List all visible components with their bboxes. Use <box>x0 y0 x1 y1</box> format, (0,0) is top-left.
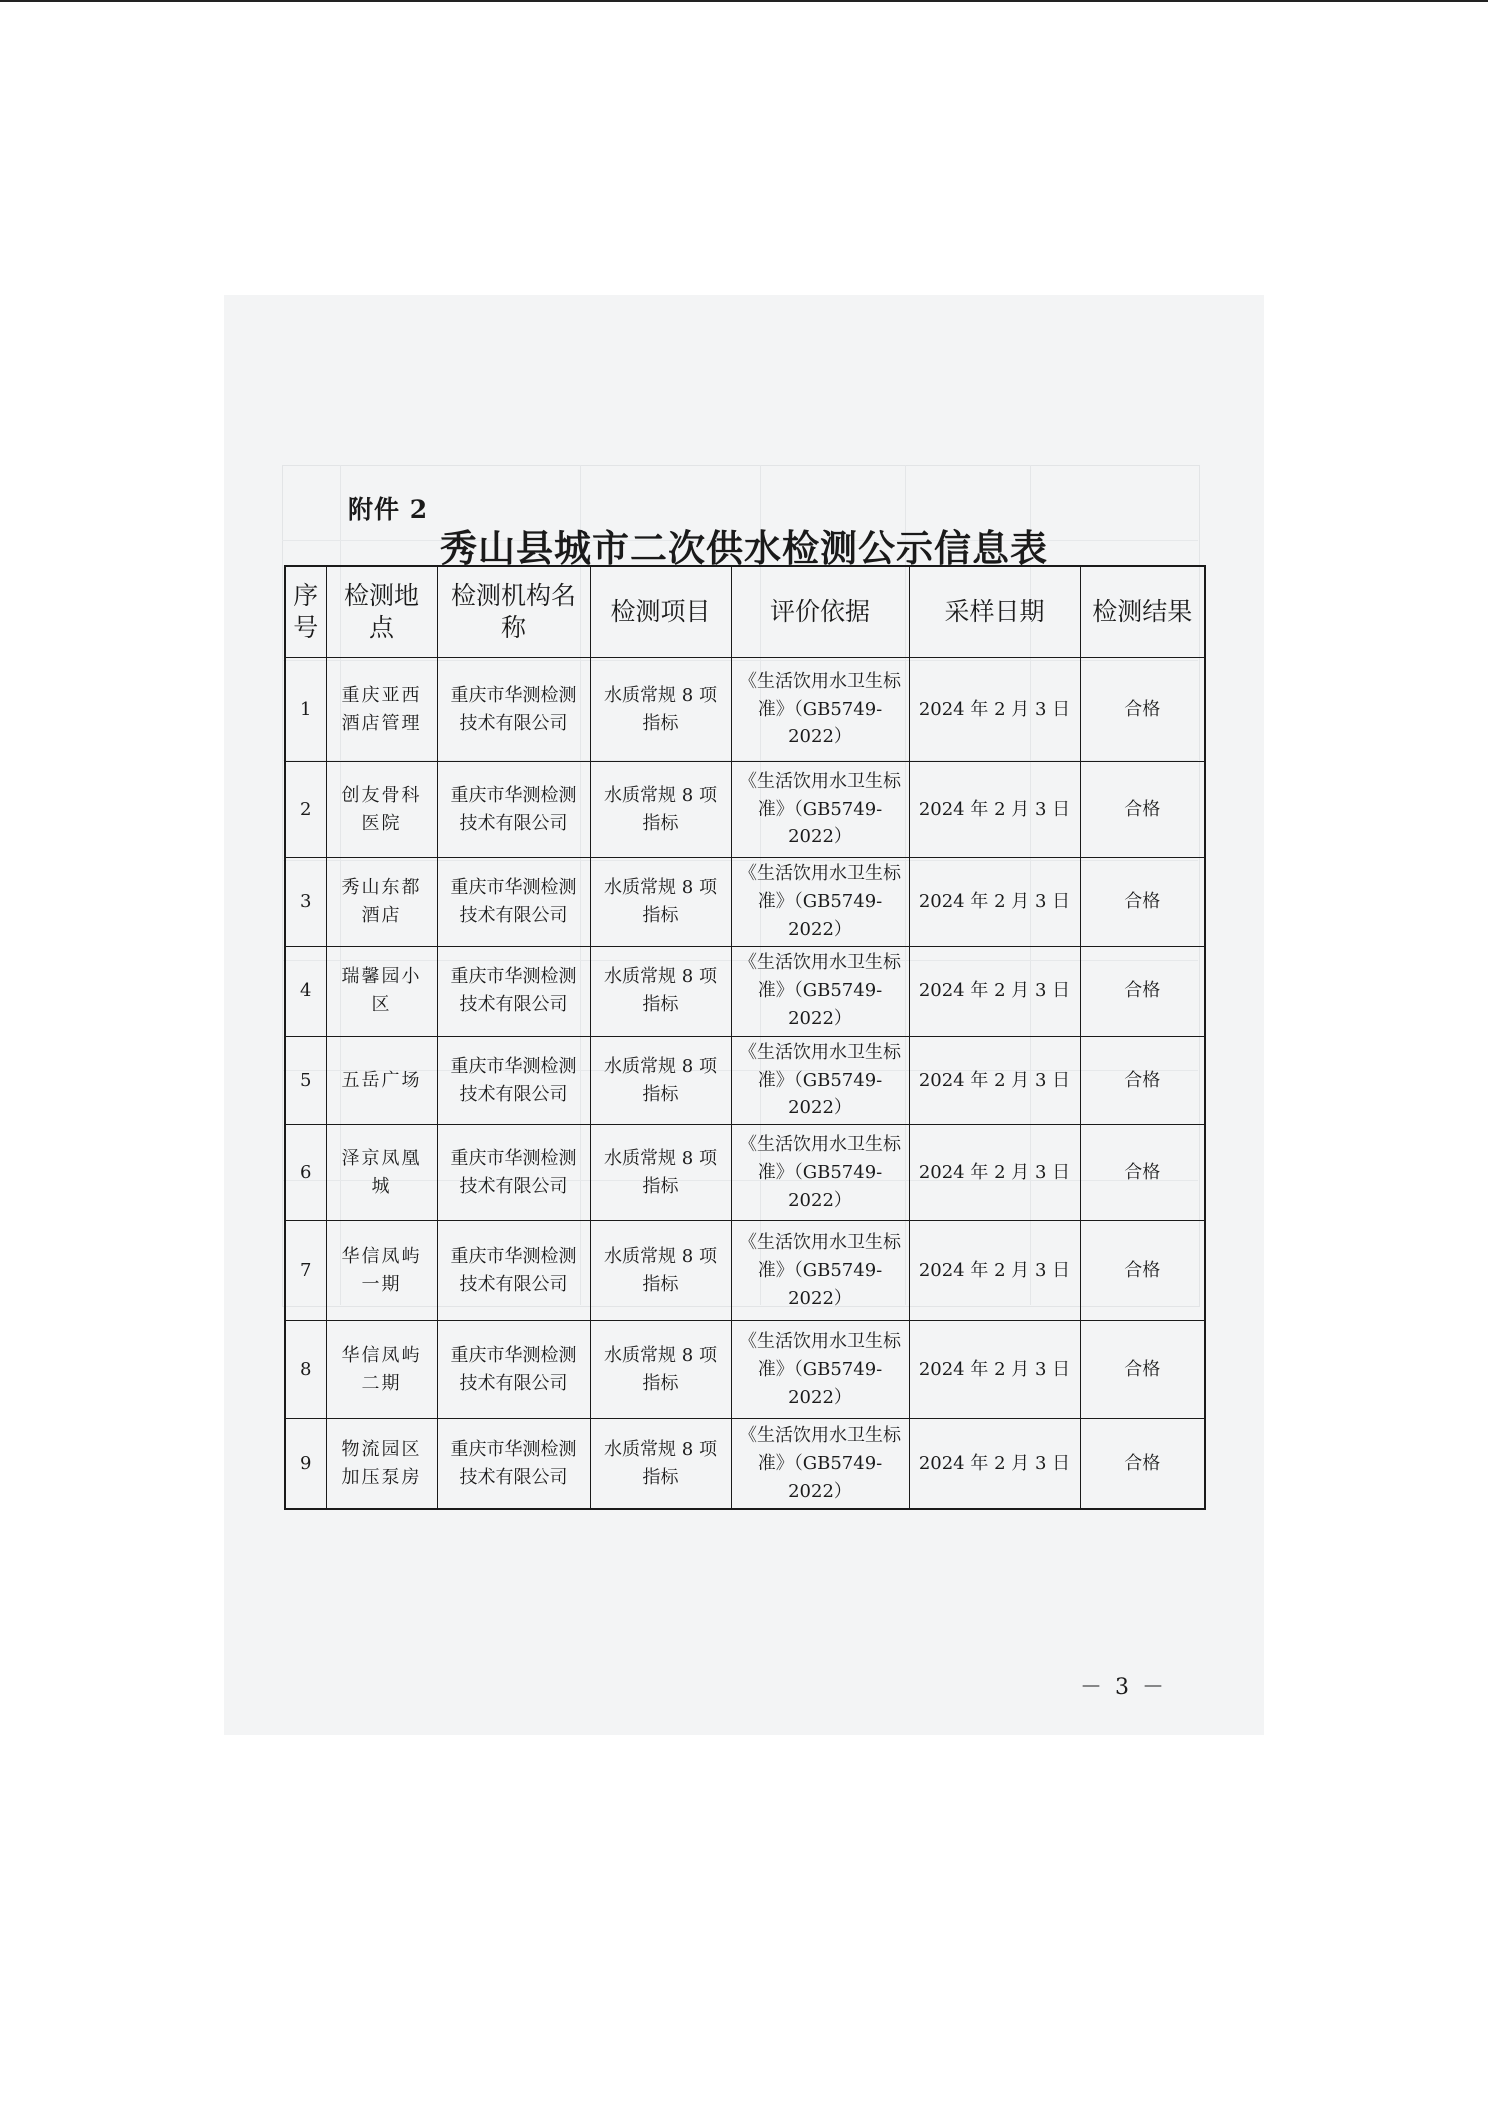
cell-agency: 重庆市华测检测技术有限公司 <box>437 858 590 947</box>
cell-location: 物流园区加压泵房 <box>326 1419 437 1509</box>
cell-result: 合格 <box>1080 1321 1205 1419</box>
cell-item: 水质常规 8 项指标 <box>590 1036 731 1125</box>
cell-agency: 重庆市华测检测技术有限公司 <box>437 1321 590 1419</box>
table-row <box>285 762 1205 858</box>
header-basis: 评价依据 <box>731 566 909 658</box>
cell-item: 水质常规 8 项指标 <box>590 658 731 762</box>
cell-agency: 重庆市华测检测技术有限公司 <box>437 1036 590 1125</box>
cell-location: 创友骨科医院 <box>326 762 437 858</box>
cell-no: 4 <box>285 946 326 1036</box>
cell-item: 水质常规 8 项指标 <box>590 1221 731 1321</box>
cell-agency: 重庆市华测检测技术有限公司 <box>437 1221 590 1321</box>
cell-item: 水质常规 8 项指标 <box>590 1125 731 1221</box>
cell-item: 水质常规 8 项指标 <box>590 946 731 1036</box>
cell-agency: 重庆市华测检测技术有限公司 <box>437 762 590 858</box>
table-row <box>285 1036 1205 1125</box>
cell-date: 2024 年 2 月 3 日 <box>909 1419 1080 1509</box>
cell-basis: 《生活饮用水卫生标准》（GB5749-2022） <box>731 858 909 947</box>
cell-result: 合格 <box>1080 1419 1205 1509</box>
cell-no: 6 <box>285 1125 326 1221</box>
cell-item: 水质常规 8 项指标 <box>590 1419 731 1509</box>
cell-location: 泽京凤凰城 <box>326 1125 437 1221</box>
page-number: － 3 － <box>1080 1675 1167 1700</box>
inspection-info-table <box>284 565 1206 1510</box>
cell-location: 秀山东都酒店 <box>326 858 437 947</box>
cell-date: 2024 年 2 月 3 日 <box>909 1221 1080 1321</box>
cell-agency: 重庆市华测检测技术有限公司 <box>437 1125 590 1221</box>
cell-basis: 《生活饮用水卫生标准》（GB5749-2022） <box>731 1321 909 1419</box>
cell-date: 2024 年 2 月 3 日 <box>909 1321 1080 1419</box>
cell-result: 合格 <box>1080 1036 1205 1125</box>
cell-location: 华信凤屿二期 <box>326 1321 437 1419</box>
page-top-edge <box>0 0 1488 2</box>
cell-result: 合格 <box>1080 1221 1205 1321</box>
cell-location: 华信凤屿一期 <box>326 1221 437 1321</box>
cell-no: 9 <box>285 1419 326 1509</box>
cell-basis: 《生活饮用水卫生标准》（GB5749-2022） <box>731 946 909 1036</box>
cell-location: 重庆亚西酒店管理 <box>326 658 437 762</box>
table-row <box>285 1125 1205 1221</box>
cell-basis: 《生活饮用水卫生标准》（GB5749-2022） <box>731 658 909 762</box>
cell-date: 2024 年 2 月 3 日 <box>909 946 1080 1036</box>
table-row <box>285 946 1205 1036</box>
header-no: 序号 <box>285 566 326 658</box>
cell-result: 合格 <box>1080 762 1205 858</box>
cell-date: 2024 年 2 月 3 日 <box>909 658 1080 762</box>
cell-basis: 《生活饮用水卫生标准》（GB5749-2022） <box>731 1419 909 1509</box>
cell-location: 瑞馨园小区 <box>326 946 437 1036</box>
cell-basis: 《生活饮用水卫生标准》（GB5749-2022） <box>731 1036 909 1125</box>
cell-no: 8 <box>285 1321 326 1419</box>
cell-date: 2024 年 2 月 3 日 <box>909 1125 1080 1221</box>
table-header-row <box>285 566 1205 658</box>
cell-no: 1 <box>285 658 326 762</box>
cell-item: 水质常规 8 项指标 <box>590 858 731 947</box>
cell-agency: 重庆市华测检测技术有限公司 <box>437 658 590 762</box>
header-result: 检测结果 <box>1080 566 1205 658</box>
cell-basis: 《生活饮用水卫生标准》（GB5749-2022） <box>731 1125 909 1221</box>
table-row <box>285 1321 1205 1419</box>
cell-item: 水质常规 8 项指标 <box>590 762 731 858</box>
cell-no: 7 <box>285 1221 326 1321</box>
cell-agency: 重庆市华测检测技术有限公司 <box>437 1419 590 1509</box>
cell-no: 3 <box>285 858 326 947</box>
cell-result: 合格 <box>1080 858 1205 947</box>
cell-no: 5 <box>285 1036 326 1125</box>
cell-date: 2024 年 2 月 3 日 <box>909 1036 1080 1125</box>
cell-date: 2024 年 2 月 3 日 <box>909 858 1080 947</box>
table-row <box>285 658 1205 762</box>
cell-item: 水质常规 8 项指标 <box>590 1321 731 1419</box>
cell-date: 2024 年 2 月 3 日 <box>909 762 1080 858</box>
cell-result: 合格 <box>1080 658 1205 762</box>
table-row <box>285 858 1205 947</box>
header-item: 检测项目 <box>590 566 731 658</box>
attachment-label: 附件 2 <box>348 495 429 524</box>
page-title: 秀山县城市二次供水检测公示信息表 <box>440 526 1048 570</box>
cell-no: 2 <box>285 762 326 858</box>
cell-basis: 《生活饮用水卫生标准》（GB5749-2022） <box>731 1221 909 1321</box>
header-date: 采样日期 <box>909 566 1080 658</box>
cell-result: 合格 <box>1080 1125 1205 1221</box>
cell-result: 合格 <box>1080 946 1205 1036</box>
table-row <box>285 1419 1205 1509</box>
header-agency: 检测机构名称 <box>437 566 590 658</box>
cell-location: 五岳广场 <box>326 1036 437 1125</box>
table-row <box>285 1221 1205 1321</box>
header-location: 检测地点 <box>326 566 437 658</box>
cell-agency: 重庆市华测检测技术有限公司 <box>437 946 590 1036</box>
cell-basis: 《生活饮用水卫生标准》（GB5749-2022） <box>731 762 909 858</box>
